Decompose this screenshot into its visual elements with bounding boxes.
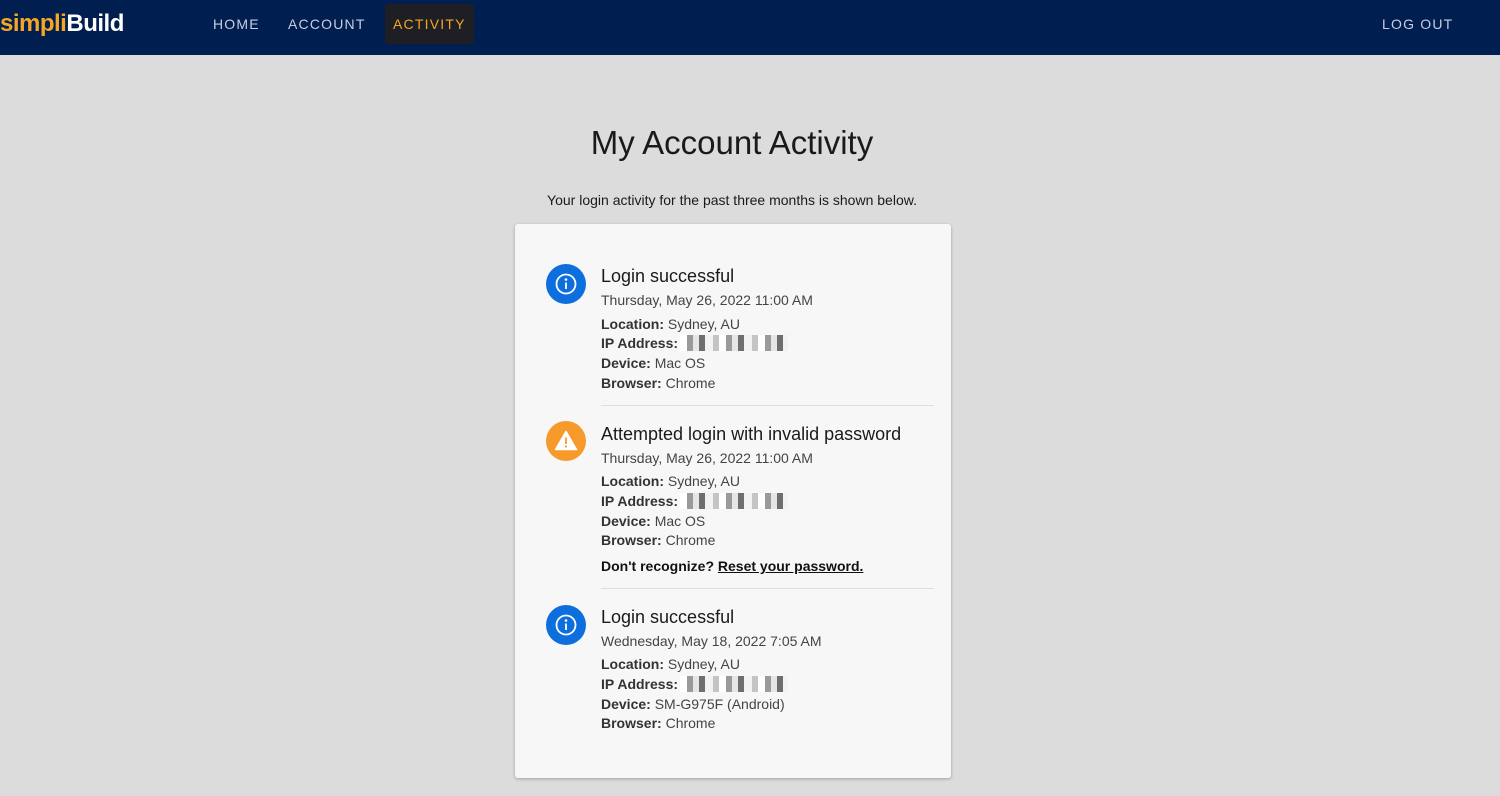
nav-account[interactable]: ACCOUNT (288, 16, 366, 32)
event-title: Attempted login with invalid password (601, 424, 902, 444)
warning-icon (546, 421, 586, 461)
reset-password-link[interactable]: Reset your password. (717, 558, 864, 574)
nav-activity[interactable]: ACTIVITY (385, 4, 474, 44)
brand-logo[interactable] (0, 9, 124, 39)
ip-label: IP Address: (601, 493, 679, 509)
device-value: SM-G975F (Android) (654, 696, 785, 712)
location-label: Location: (601, 473, 664, 489)
page-subtitle: Your login activity for the past three months is shown below. (547, 192, 917, 208)
info-icon (546, 605, 586, 645)
event-date: Wednesday, May 18, 2022 7:05 AM (601, 633, 822, 649)
location-value: Sydney, AU (667, 656, 741, 672)
browser-label: Browser: (601, 532, 662, 548)
device-value: Mac OS (654, 513, 706, 529)
event-device (601, 354, 705, 372)
event-title: Login successful (601, 607, 735, 627)
event-ip-address (601, 334, 788, 352)
event-date: Thursday, May 26, 2022 11:00 AM (601, 292, 813, 308)
logo-text-simpli: simpli (0, 10, 67, 37)
device-label: Device: (601, 696, 651, 712)
redacted-ip-value (680, 493, 788, 509)
browser-label: Browser: (601, 375, 662, 391)
location-label: Location: (601, 656, 664, 672)
activity-card (515, 224, 951, 778)
event-browser (601, 714, 715, 732)
divider (601, 588, 934, 589)
event-ip-address (601, 675, 788, 693)
top-nav-bar (0, 0, 1500, 55)
info-icon (546, 264, 586, 304)
unrecognized-prompt (601, 557, 863, 575)
location-label: Location: (601, 316, 664, 332)
ip-label: IP Address: (601, 676, 679, 692)
event-device (601, 512, 705, 530)
prompt-text: Don't recognize? (601, 558, 714, 574)
device-label: Device: (601, 513, 651, 529)
event-browser (601, 374, 715, 392)
event-ip-address (601, 492, 788, 510)
event-device (601, 695, 785, 713)
browser-value: Chrome (665, 715, 716, 731)
event-browser (601, 531, 715, 549)
browser-label: Browser: (601, 715, 662, 731)
device-label: Device: (601, 355, 651, 371)
location-value: Sydney, AU (667, 316, 741, 332)
event-title: Login successful (601, 266, 735, 286)
event-location (601, 655, 740, 673)
logout-button[interactable]: LOG OUT (1382, 16, 1454, 32)
ip-label: IP Address: (601, 335, 679, 351)
page-title: My Account Activity (590, 124, 874, 161)
event-date: Thursday, May 26, 2022 11:00 AM (601, 450, 813, 466)
redacted-ip-value (680, 676, 788, 692)
divider (601, 405, 934, 406)
nav-home[interactable]: HOME (213, 16, 260, 32)
location-value: Sydney, AU (667, 473, 741, 489)
logo-text-build: Build (66, 10, 124, 37)
event-location (601, 315, 740, 333)
browser-value: Chrome (665, 375, 716, 391)
redacted-ip-value (680, 335, 788, 351)
device-value: Mac OS (654, 355, 706, 371)
event-location (601, 472, 740, 490)
browser-value: Chrome (665, 532, 716, 548)
